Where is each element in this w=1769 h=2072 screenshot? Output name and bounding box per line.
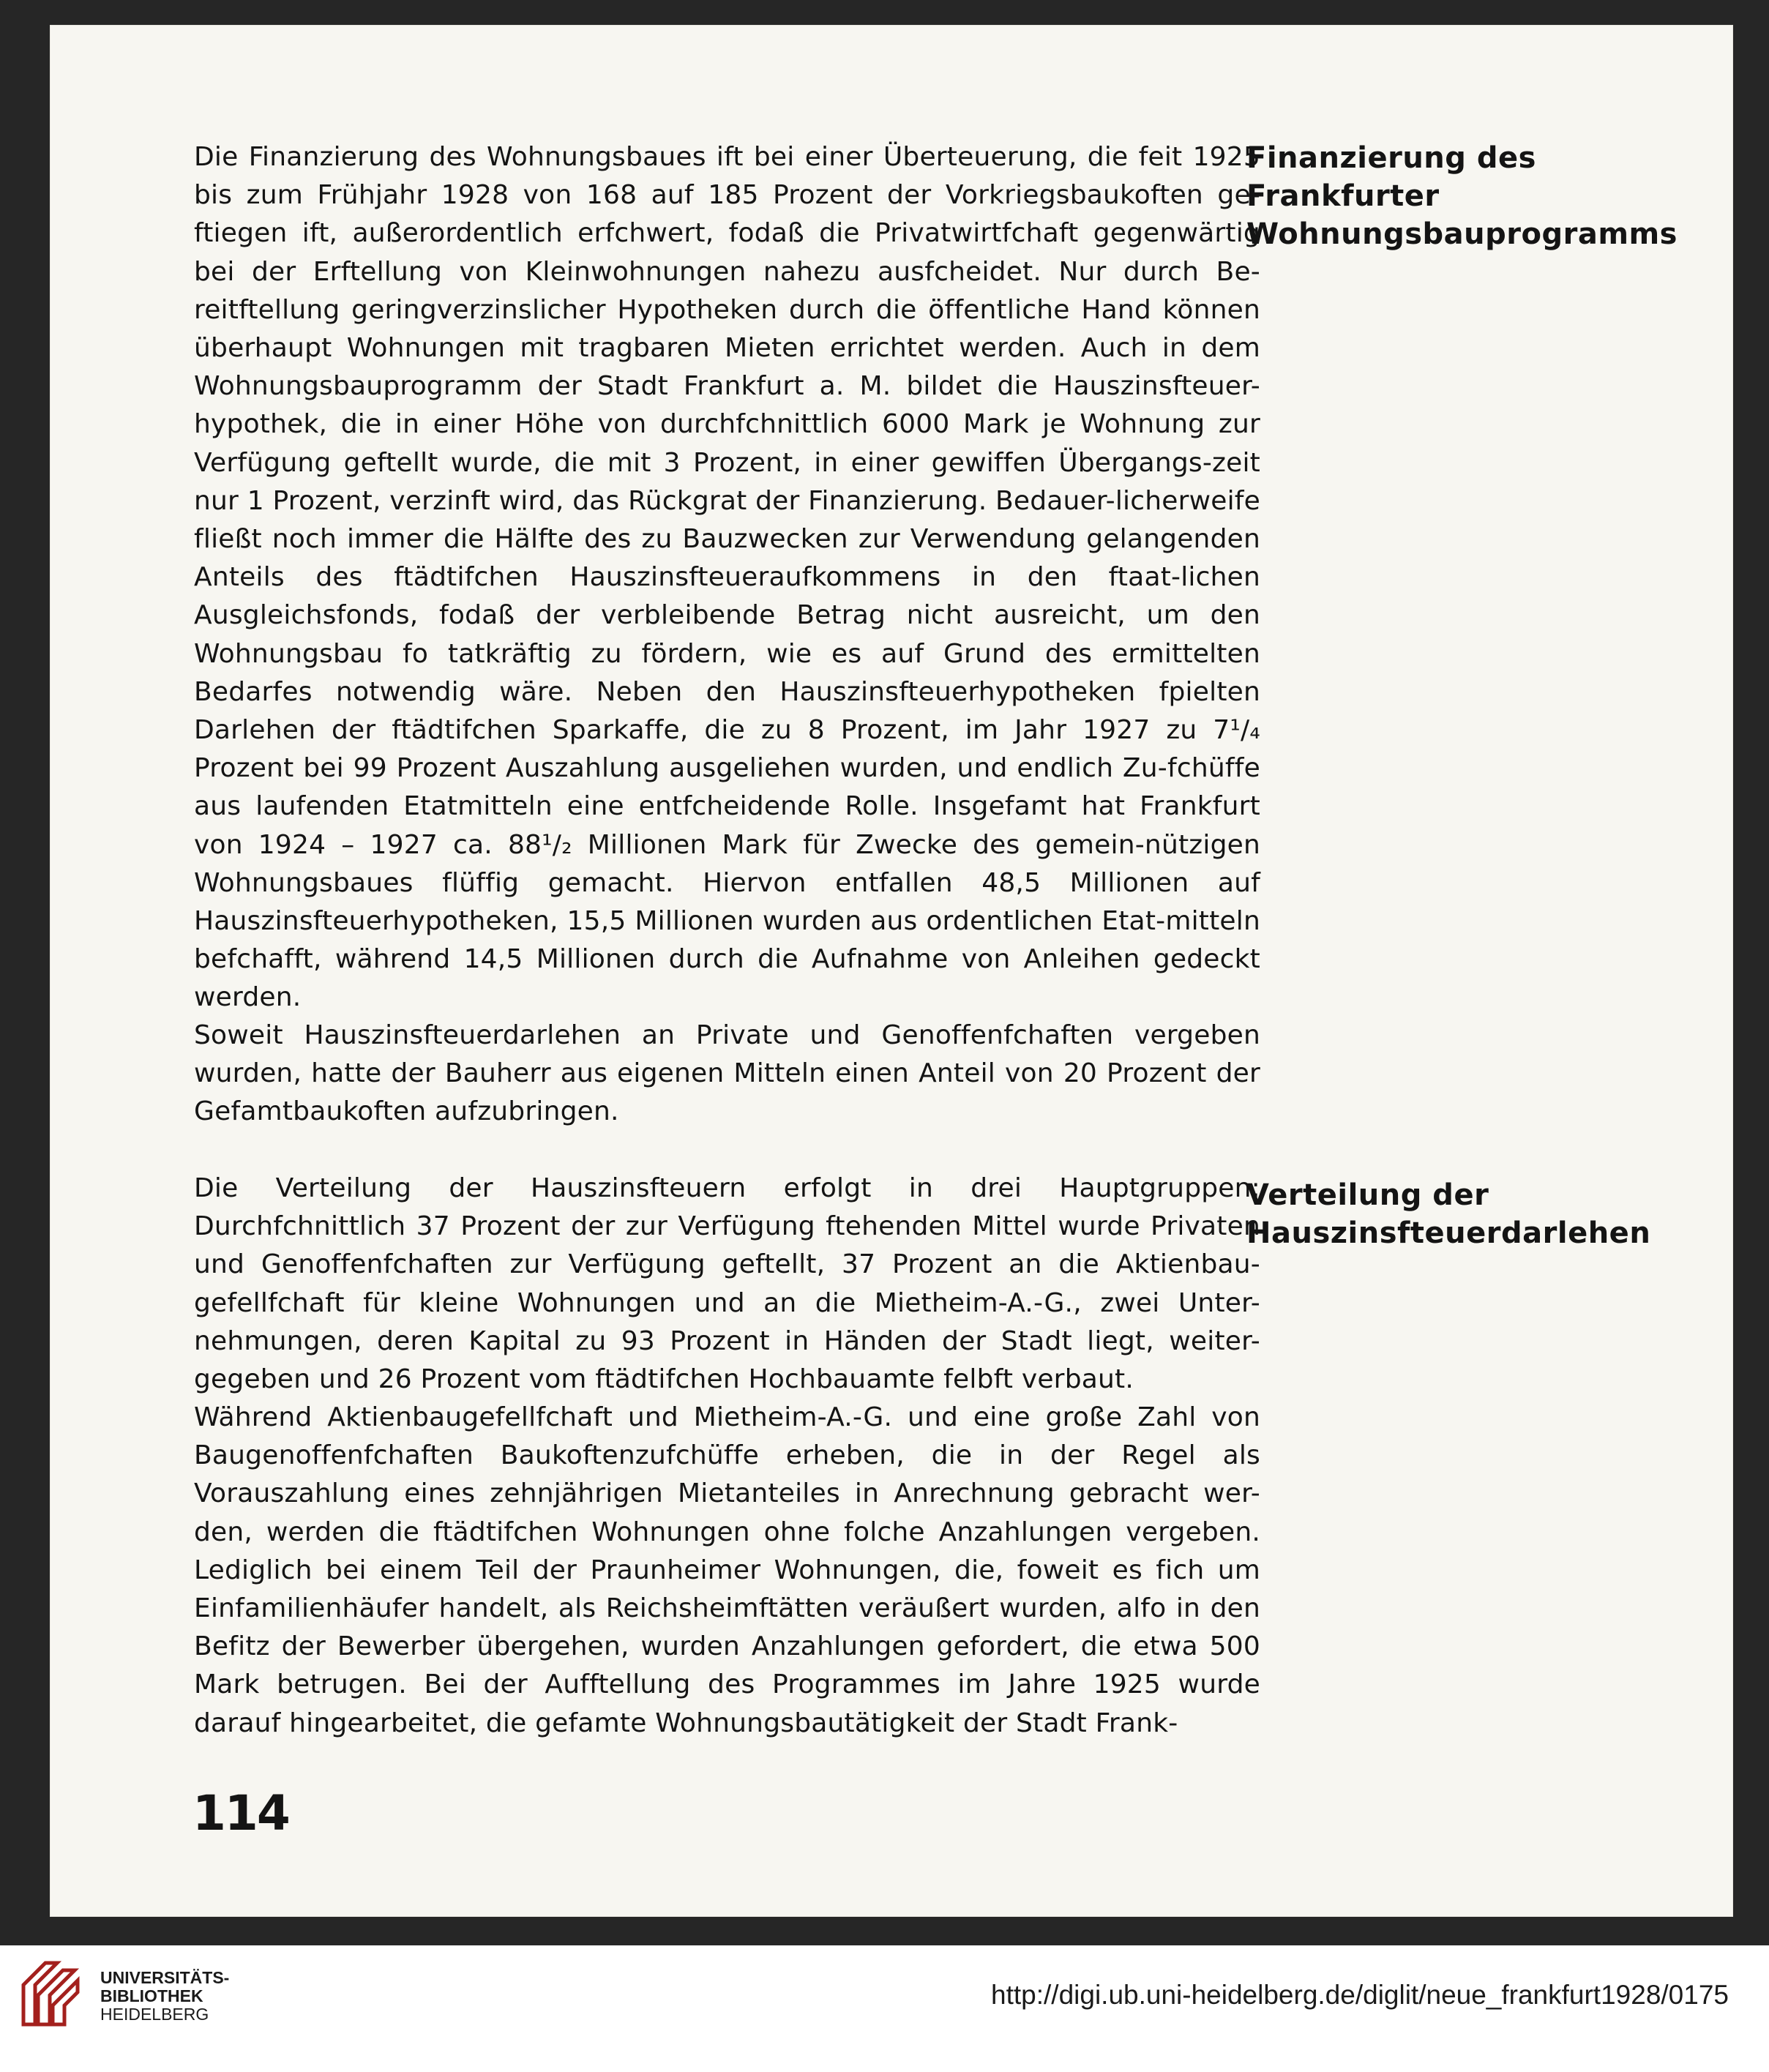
library-name xyxy=(100,1969,229,2024)
heading-line: Wohnungsbauprogramms xyxy=(1246,217,1678,251)
paragraph-text: Soweit Hauszinsfteuerdarlehen an Private und Genoffenfchaften vergeben wurden, hatte der Bauherr aus eigenen Mitteln einen Anteil von 20 Prozent der Gefamtbaukoften aufzubringen. xyxy=(194,1020,1260,1127)
heading-line: Hauszinsfteuerdarlehen xyxy=(1246,1216,1651,1250)
page-number: 114 xyxy=(192,1785,289,1841)
book-page xyxy=(50,25,1733,1917)
paragraph-text: Die Verteilung der Hauszinsfteuern erfolgt in drei Hauptgruppen: Durchfchnittlich 37 Prozent der zur Verfügung ftehenden Mittel wurde Privaten und Genoffenfchaften zur Verfügung geftellt, 37 Prozent an die Aktienbau-gefellfchaft für kleine Wohnungen und an die Mietheim-A.-G., zwei Unter-nehmungen, deren Kapital zu 93 Prozent in Händen der Stadt liegt, weiter-gegeben und 26 Prozent vom ftädtifchen Hochbauamte felbft verbaut. xyxy=(194,1173,1260,1395)
heading-line: Verteilung der xyxy=(1246,1178,1489,1212)
section-1-paragraph-1 xyxy=(194,138,1260,1017)
side-heading-financing xyxy=(1246,139,1678,253)
source-url-link[interactable]: http://digi.ub.uni-heidelberg.de/diglit/neue_frankfurt1928/0175 xyxy=(991,1980,1729,2010)
side-heading-distribution xyxy=(1246,1176,1656,1252)
library-name-line: UNIVERSITÄTS- xyxy=(100,1968,230,1987)
viewer-footer xyxy=(0,1945,1769,2072)
section-2-paragraph-2 xyxy=(194,1399,1260,1743)
section-2-paragraph-1 xyxy=(194,1170,1260,1399)
library-logo-icon[interactable] xyxy=(15,1957,88,2030)
paragraph-text: Die Finanzierung des Wohnungsbaues ift bei einer Überteuerung, die feit 1925 bis zum Frühjahr 1928 von 168 auf 185 Prozent der Vorkriegsbaukoften ge-ftiegen ift, außerordentlich erfchwert, fodaß die Privatwirtfchaft gegenwärtig bei der Erftellung von Kleinwohnungen nahezu ausfcheidet. Nur durch Be-reitftellung geringverzinslicher Hypotheken durch die öffentliche Hand können überhaupt Wohnungen mit tragbaren Mieten errichtet werden. Auch in dem Wohnungsbauprogramm der Stadt Frankfurt a. M. bildet die Hauszinsfteuer-hypothek, die in einer Höhe von durchfchnittlich 6000 Mark je Wohnung zur Verfügung geftellt wurde, die mit 3 Prozent, in einer gewiffen Übergangs-zeit nur 1 Prozent, verzinft wird, das Rückgrat der Finanzierung. Bedauer-licherweife fließt noch immer die Hälfte des zu Bauzwecken zur Verwendung gelangenden Anteils des ftädtifchen Hauszinsfteueraufkommens in den ftaat-lichen Ausgleichsfonds, fodaß der verbleibende Betrag nicht ausreicht, um den Wohnungsbau fo tatkräftig zu fördern, wie es auf Grund des ermittelten Bedarfes notwendig wäre. Neben den Hauszinsfteuerhypotheken fpielten Darlehen der ftädtifchen Sparkaffe, die zu 8 Prozent, im Jahr 1927 zu 7¹/₄ Prozent bei 99 Prozent Auszahlung ausgeliehen wurden, und endlich Zu-fchüffe aus laufenden Etatmitteln eine entfcheidende Rolle. Insgefamt hat Frankfurt von 1924 – 1927 ca. 88¹/₂ Millionen Mark für Zwecke des gemein-nützigen Wohnungsbaues flüffig gemacht. Hiervon entfallen 48,5 Millionen auf Hauszinsfteuerhypotheken, 15,5 Millionen wurden aus ordentlichen Etat-mitteln befchafft, während 14,5 Millionen durch die Aufnahme von Anleihen gedeckt werden. xyxy=(194,142,1260,1013)
heading-line: Finanzierung des xyxy=(1246,141,1536,175)
library-name-line: BIBLIOTHEK xyxy=(100,1986,203,2005)
paragraph-text: Während Aktienbaugefellfchaft und Mietheim-A.-G. und eine große Zahl von Baugenoffenfchaften Baukoftenzufchüffe erheben, die in der Regel als Vorauszahlung eines zehnjährigen Mietanteiles in Anrechnung gebracht wer-den, werden die ftädtifchen Wohnungen ohne folche Anzahlungen vergeben. Lediglich bei einem Teil der Praunheimer Wohnungen, die, foweit es fich um Einfamilienhäufer handelt, als Reichsheimftätten veräußert wurden, alfo in den Befitz der Bewerber übergehen, wurden Anzahlungen gefordert, die etwa 500 Mark betrugen. Bei der Aufftellung des Programmes im Jahre 1925 wurde darauf hingearbeitet, die gefamte Wohnungsbautätigkeit der Stadt Frank- xyxy=(194,1402,1260,1738)
library-name-line: HEIDELBERG xyxy=(100,2005,209,2024)
section-1-paragraph-2 xyxy=(194,1017,1260,1132)
heading-line: Frankfurter xyxy=(1246,179,1440,213)
